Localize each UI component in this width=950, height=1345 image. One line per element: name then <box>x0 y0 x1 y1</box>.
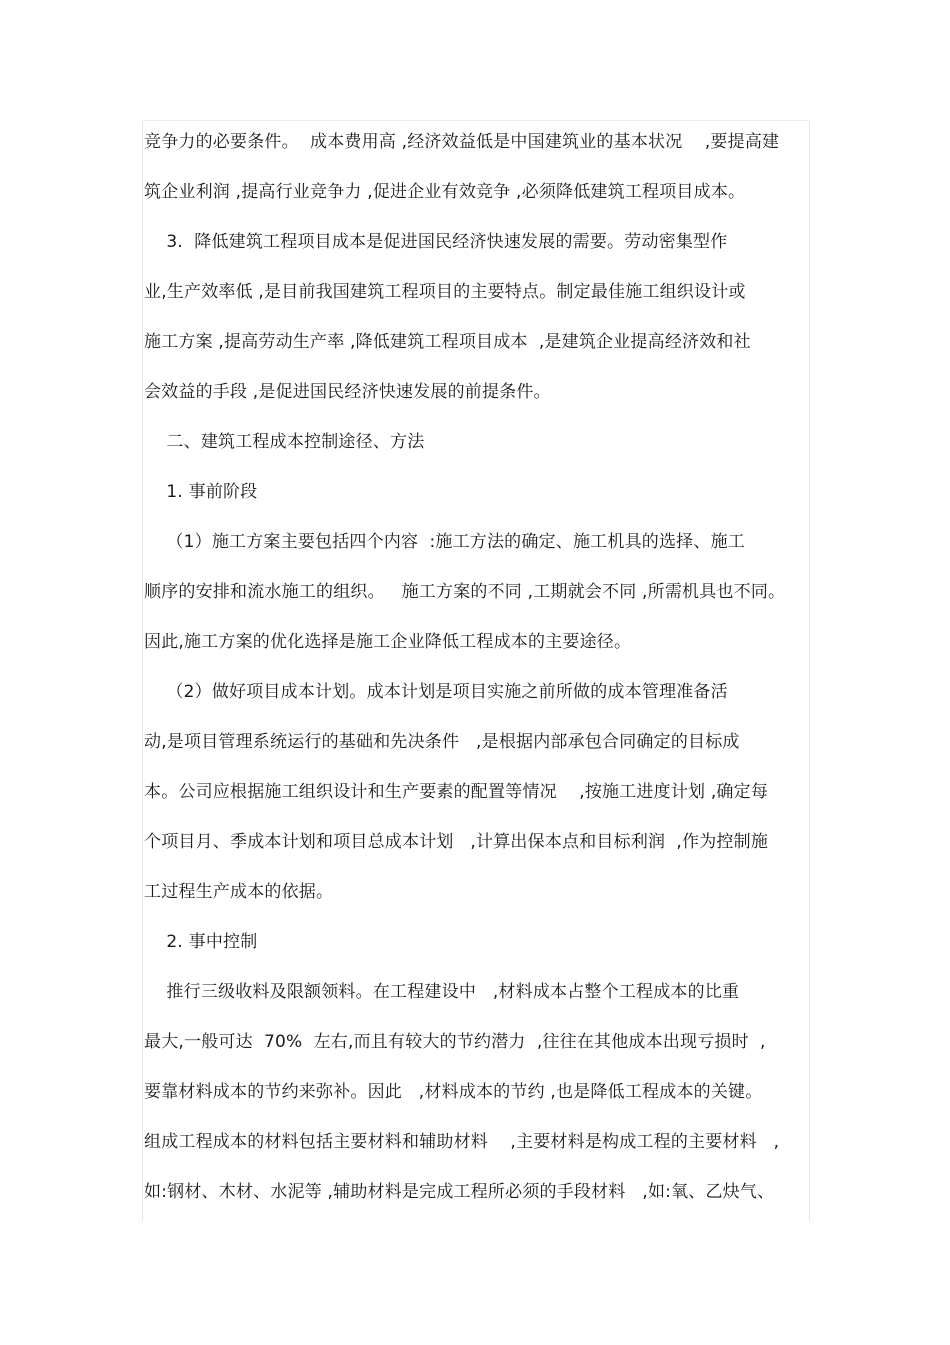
text-line: 组成工程成本的材料包括主要材料和辅助材料 ,主要材料是构成工程的主要材料 , <box>144 1132 780 1152</box>
text-line: 筑企业利润 ,提高行业竞争力 ,促进企业有效竞争 ,必须降低建筑工程项目成本。 <box>144 182 746 202</box>
text-line: （2）做好项目成本计划。成本计划是项目实施之前所做的成本管理准备活 <box>144 682 728 702</box>
text-line: 竞争力的必要条件。 成本费用高 ,经济效益低是中国建筑业的基本状况 ,要提高建 <box>144 132 780 152</box>
text-line: 要靠材料成本的节约来弥补。因此 ,材料成本的节约 ,也是降低工程成本的关键。 <box>144 1082 763 1102</box>
text-line: 个项目月、季成本计划和项目总成本计划 ,计算出保本点和目标利润 ,作为控制施 <box>144 832 769 852</box>
text-line: 本。公司应根据施工组织设计和生产要素的配置等情况 ,按施工进度计划 ,确定每 <box>144 782 769 802</box>
text-line: （1）施工方案主要包括四个内容 :施工方法的确定、施工机具的选择、施工 <box>144 532 745 552</box>
text-line: 施工方案 ,提高劳动生产率 ,降低建筑工程项目成本 ,是建筑企业提高经济效和社 <box>144 332 751 352</box>
text-line: 推行三级收料及限额领料。在工程建设中 ,材料成本占整个工程成本的比重 <box>144 982 740 1002</box>
text-line: 因此,施工方案的优化选择是施工企业降低工程成本的主要途径。 <box>144 632 632 652</box>
section-heading: 二、建筑工程成本控制途径、方法 <box>144 432 425 452</box>
text-line: 最大,一般可达 70% 左右,而且有较大的节约潜力 ,往往在其他成本出现亏损时 , <box>144 1032 766 1052</box>
text-line: 顺序的安排和流水施工的组织。 施工方案的不同 ,工期就会不同 ,所需机具也不同。 <box>144 582 786 602</box>
text-line: 动,是项目管理系统运行的基础和先决条件 ,是根据内部承包合同确定的目标成 <box>144 732 740 752</box>
text-line: 业,生产效率低 ,是目前我国建筑工程项目的主要特点。制定最佳施工组织设计或 <box>144 282 746 302</box>
text-line: 会效益的手段 ,是促进国民经济快速发展的前提条件。 <box>144 382 551 402</box>
text-line: 如:钢材、木材、水泥等 ,辅助材料是完成工程所必须的手段材料 ,如:氧、乙炔气、 <box>144 1182 775 1202</box>
text-line: 工过程生产成本的依据。 <box>144 882 334 902</box>
subsection-heading: 1. 事前阶段 <box>144 482 258 502</box>
subsection-heading: 2. 事中控制 <box>144 932 258 952</box>
text-line: 3. 降低建筑工程项目成本是促进国民经济快速发展的需要。劳动密集型作 <box>144 232 728 252</box>
